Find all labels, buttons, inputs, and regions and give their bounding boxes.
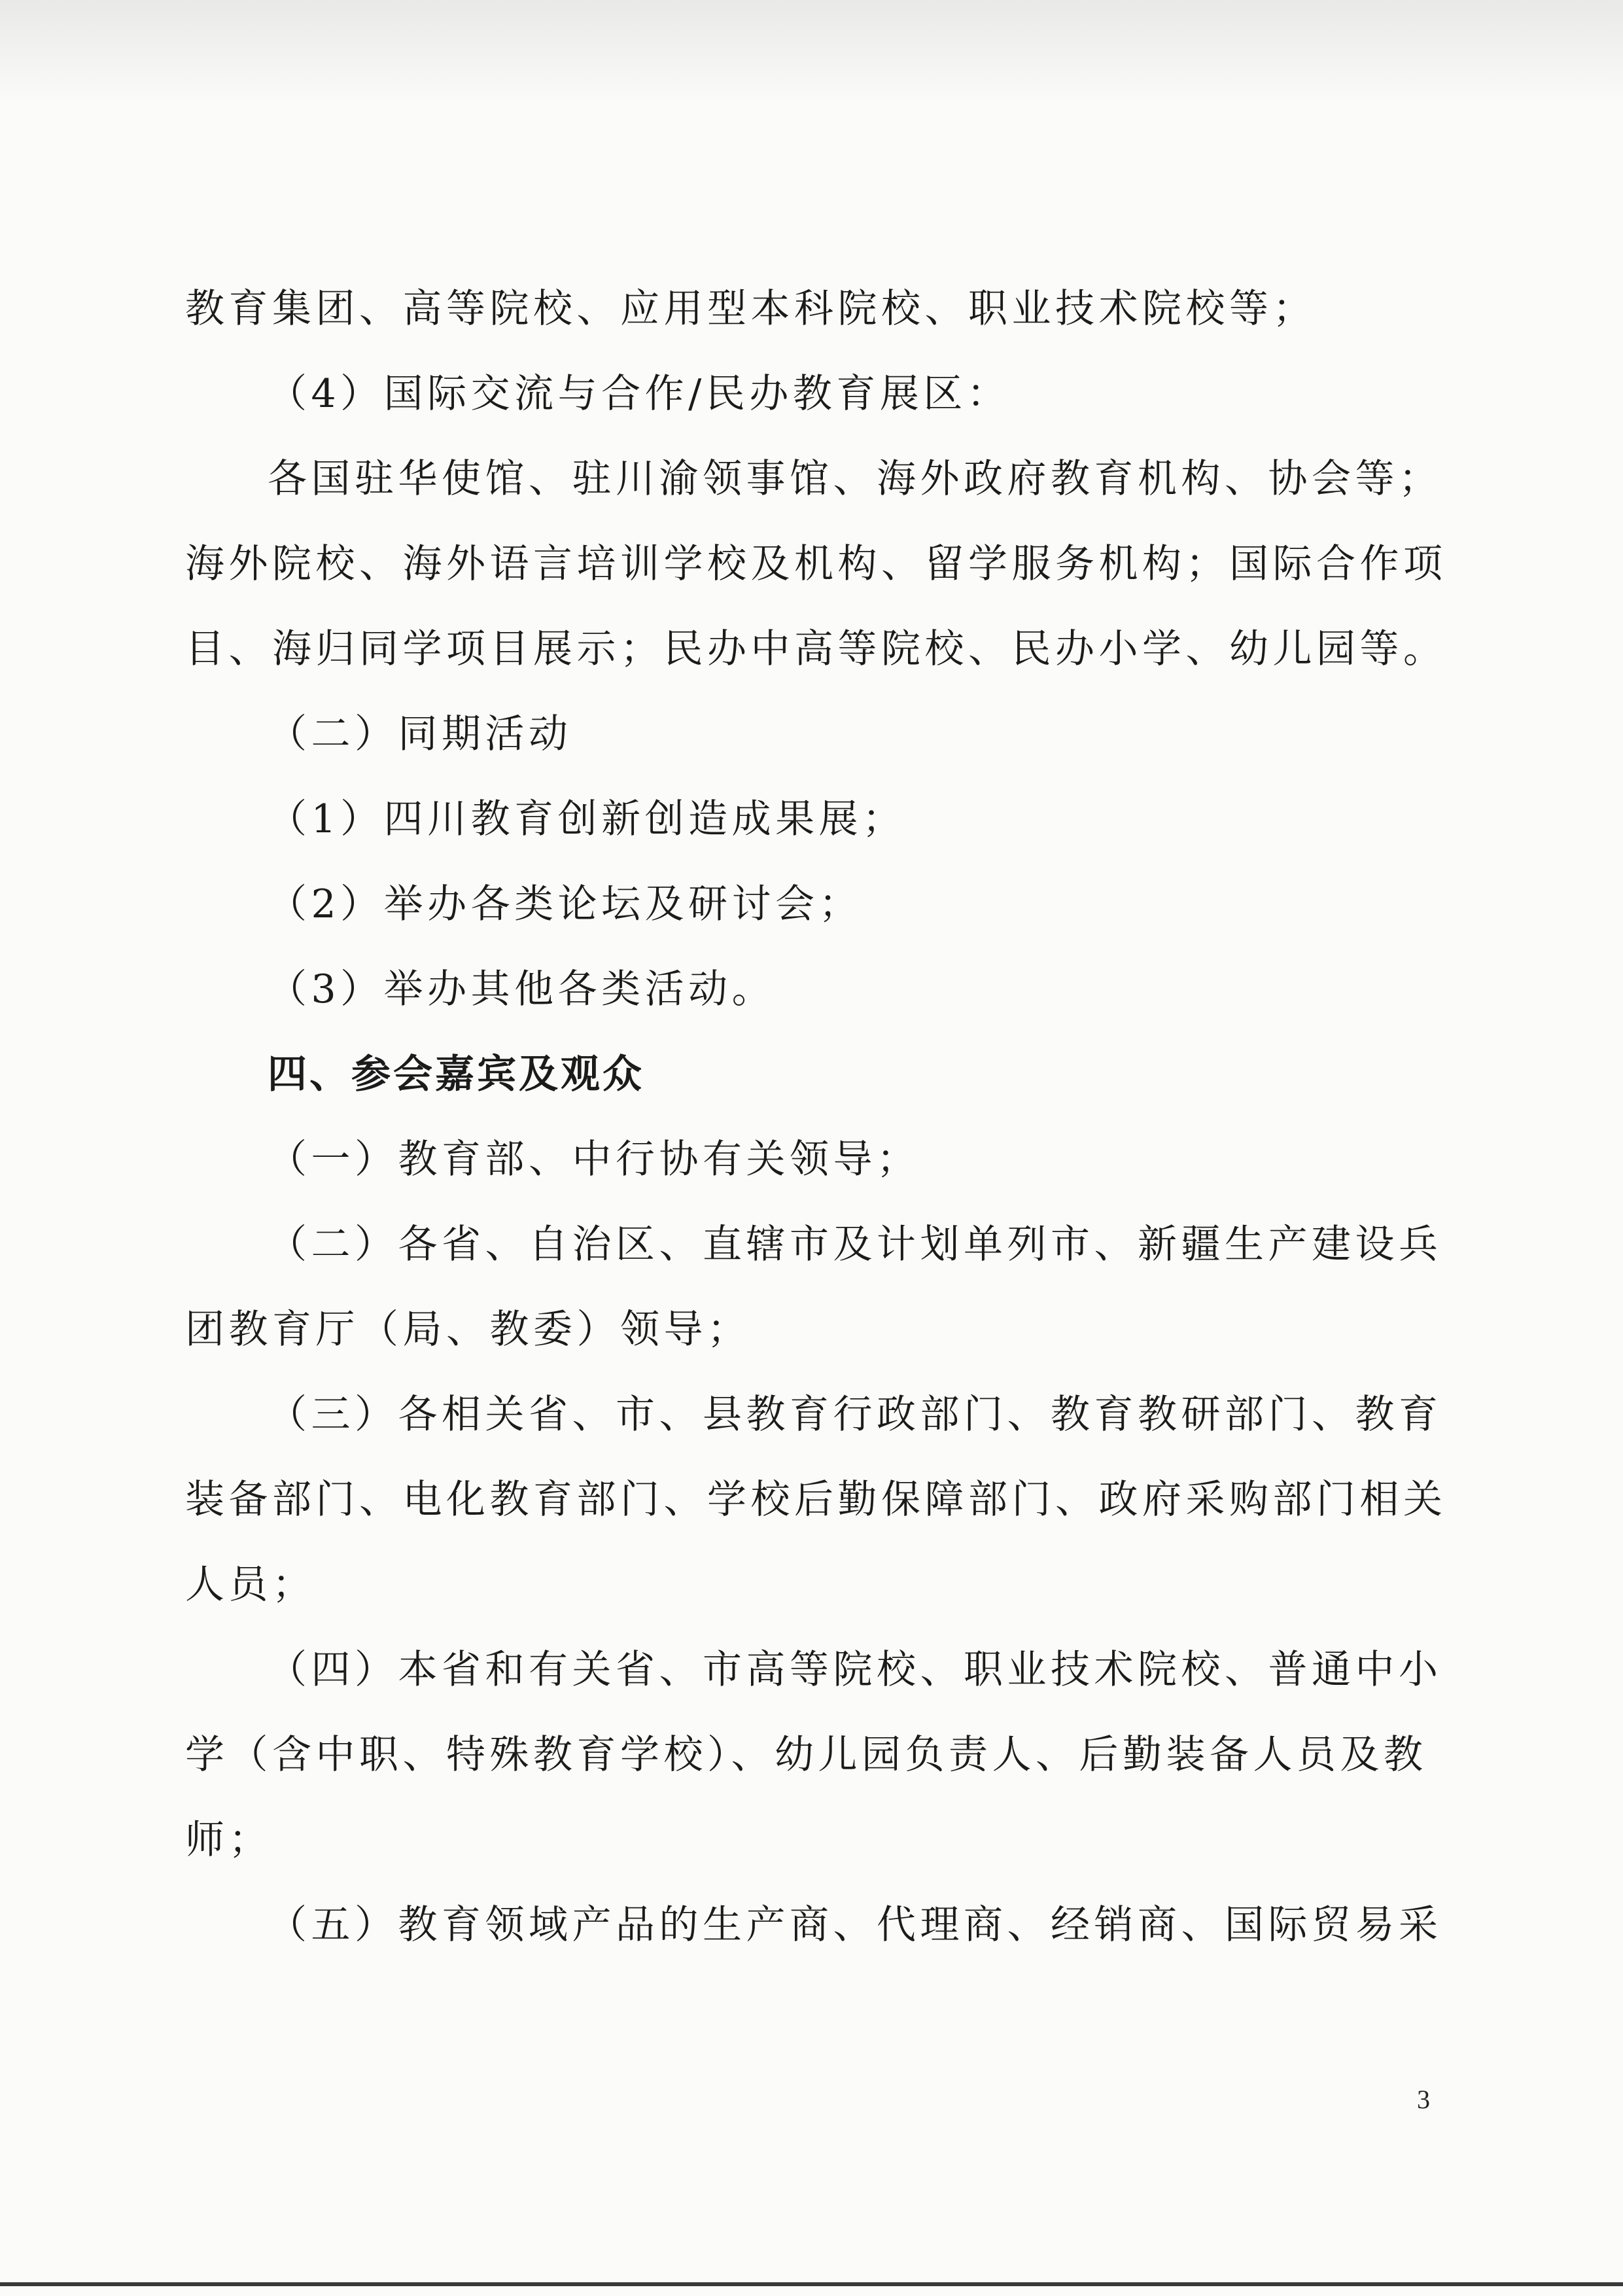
text-line: 团教育厅（局、教委）领导；	[185, 1307, 751, 1352]
text-line: 人员；	[185, 1562, 316, 1608]
list-item: （3）举办其他各类活动。	[268, 966, 776, 1012]
list-item: （四）本省和有关省、市高等院校、职业技术院校、普通中小	[268, 1647, 1442, 1693]
text-line: 师；	[185, 1817, 272, 1863]
exhibit-area-heading: （4）国际交流与合作/民办教育展区：	[268, 371, 1011, 417]
scan-edge-line	[0, 2282, 1623, 2286]
subsection-heading: （二）同期活动	[268, 711, 572, 757]
section-heading: 四、参会嘉宾及观众	[268, 1051, 644, 1097]
text-line: 学（含中职、特殊教育学校）、幼儿园负责人、后勤装备人员及教	[185, 1732, 1427, 1778]
text-line: 目、海归同学项目展示；民办中高等院校、民办小学、幼儿园等。	[185, 626, 1447, 672]
list-item: （一）教育部、中行协有关领导；	[268, 1137, 920, 1182]
list-item: （二）各省、自治区、直辖市及计划单列市、新疆生产建设兵	[268, 1222, 1442, 1267]
page-number: 3	[1417, 2085, 1430, 2114]
list-item: （三）各相关省、市、县教育行政部门、教育教研部门、教育	[268, 1392, 1442, 1438]
text-line: 各国驻华使馆、驻川渝领事馆、海外政府教育机构、协会等；	[268, 456, 1442, 502]
text-line: 海外院校、海外语言培训学校及机构、留学服务机构；国际合作项	[185, 541, 1447, 587]
scan-shadow	[0, 0, 1623, 105]
list-item: （1）四川教育创新创造成果展；	[268, 796, 906, 842]
text-line: 教育集团、高等院校、应用型本科院校、职业技术院校等；	[185, 286, 1316, 332]
list-item: （五）教育领域产品的生产商、代理商、经销商、国际贸易采	[268, 1902, 1442, 1948]
list-item: （2）举办各类论坛及研讨会；	[268, 881, 863, 927]
text-line: 装备部门、电化教育部门、学校后勤保障部门、政府采购部门相关	[185, 1477, 1447, 1523]
